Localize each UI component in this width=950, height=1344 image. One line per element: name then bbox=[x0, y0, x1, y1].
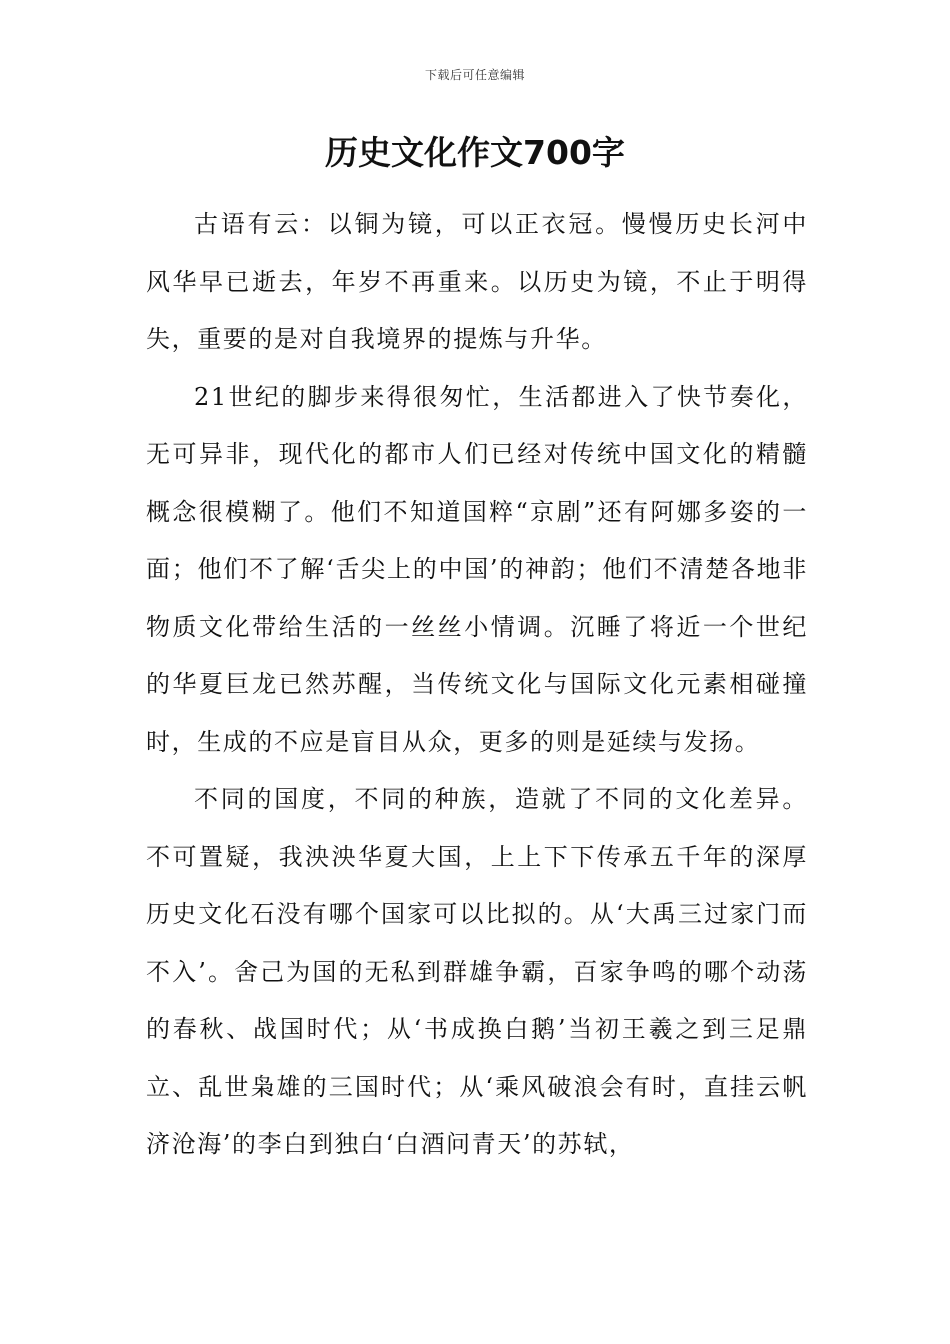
document-body bbox=[146, 196, 808, 1174]
paragraph-2: 21世纪的脚步来得很匆忙，生活都进入了快节奏化，无可异非，现代化的都市人们已经对传统中国文化的精髓概念很模糊了。他们不知道国粹“京剧”还有阿娜多姿的一面；他们不了解‘舌尖上的中国’的神韵；他们不清楚各地非物质文化带给生活的一丝丝小情调。沉睡了将近一个世纪的华夏巨龙已然苏醒，当传统文化与国际文化元素相碰撞时，生成的不应是盲目从众，更多的则是延续与发扬。 bbox=[146, 382, 808, 756]
document-title: 历史文化作文700字 bbox=[325, 133, 625, 172]
paragraph-3: 不同的国度，不同的种族，造就了不同的文化差异。不可置疑，我泱泱华夏大国，上上下下传承五千年的深厚历史文化石没有哪个国家可以比拟的。从‘大禹三过家门而不入’。舍己为国的无私到群雄争霸，百家争鸣的哪个动荡的春秋、战国时代；从‘书成换白鹅’当初王羲之到三足鼎立、乱世枭雄的三国时代；从‘乘风破浪会有时，直挂云帆济沧海’的李白到独白‘白酒问青天’的苏轼， bbox=[146, 785, 808, 1158]
page-header-note: 下载后可任意编辑 bbox=[424, 68, 525, 82]
paragraph-1: 古语有云：以铜为镜，可以正衣冠。慢慢历史长河中风华早已逝去，年岁不再重来。以历史为镜，不止于明得失，重要的是对自我境界的提炼与升华。 bbox=[146, 210, 808, 353]
